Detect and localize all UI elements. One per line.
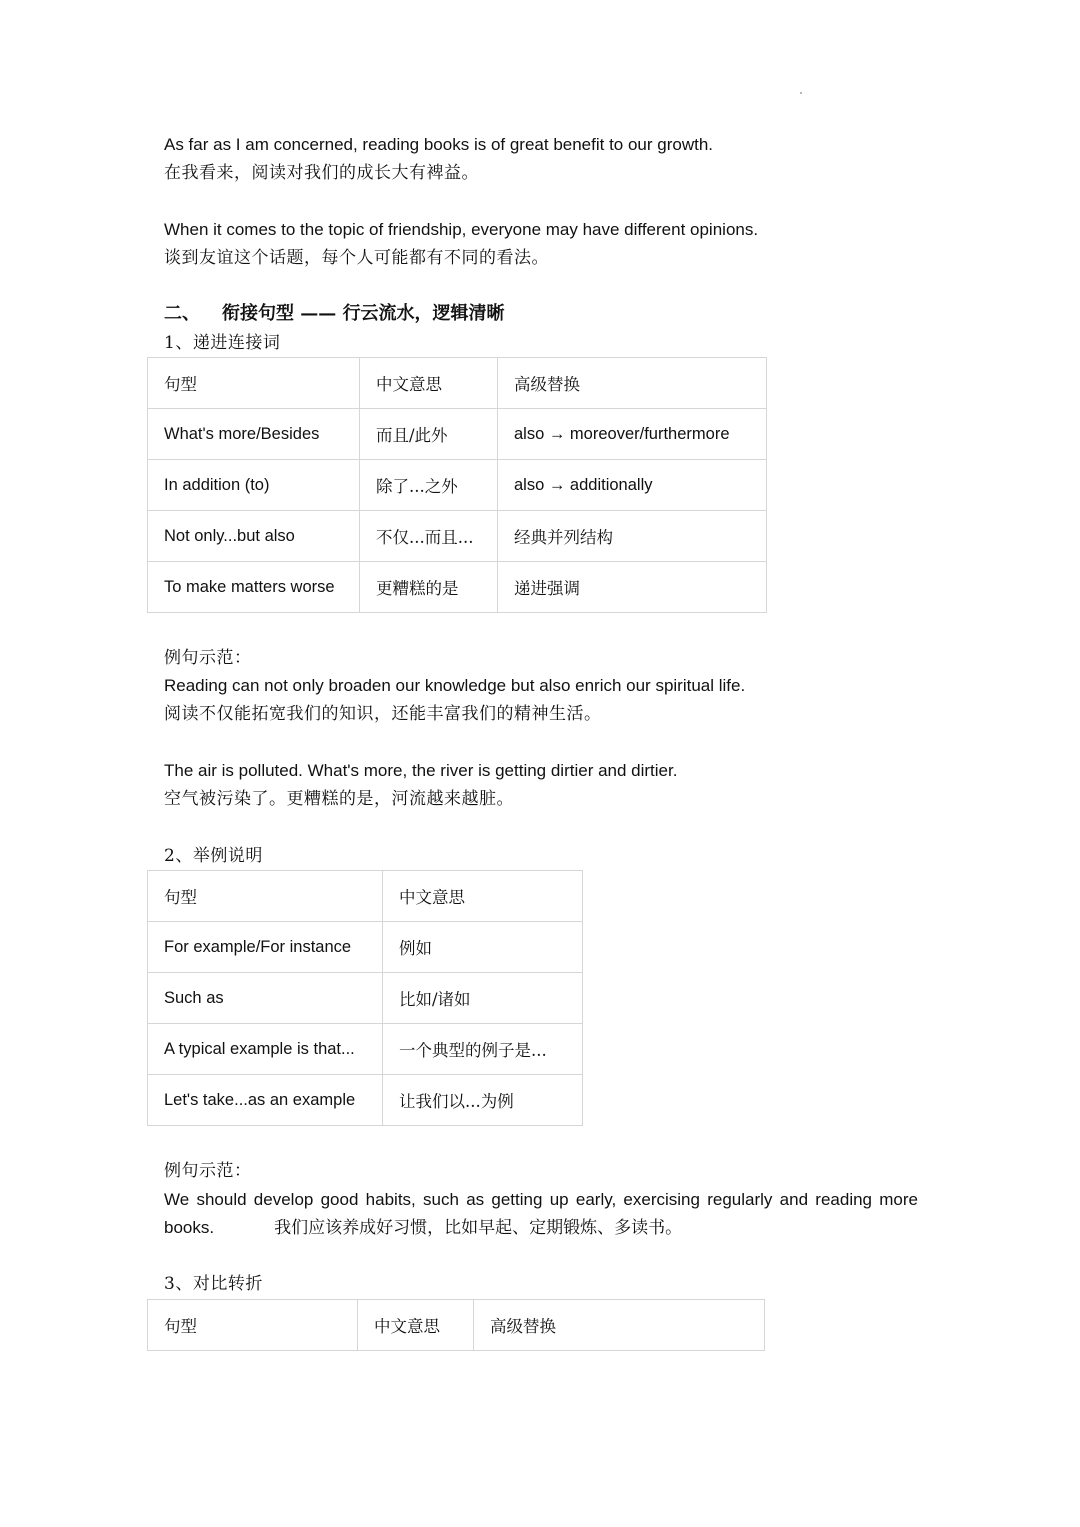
progressive-example-1-cn: 阅读不仅能拓宽我们的知识，还能丰富我们的精神生活。 (164, 704, 602, 724)
header-pattern: 句型 (148, 358, 360, 409)
table-row (148, 562, 767, 613)
table-row (148, 511, 767, 562)
examples-label: 例句示范： (164, 1161, 252, 1181)
section-number: 二、 (164, 303, 200, 324)
section-dash: —— (300, 303, 337, 324)
meaning-cell: 比如/诸如 (383, 973, 583, 1024)
intro-sentence-2-en: When it comes to the topic of friendship, everyone may have different opinions. (164, 220, 759, 239)
pattern-cell: Such as (148, 973, 383, 1024)
table-row (148, 973, 583, 1024)
meaning-cell: 除了...之外 (360, 460, 498, 511)
intro-sentence-1-en: As far as I am concerned, reading books is of great benefit to our growth. (164, 135, 714, 154)
table-header-row (148, 1300, 765, 1351)
table-row (148, 1075, 583, 1126)
meaning-cell: 让我们以...为例 (383, 1075, 583, 1126)
progressive-examples-label: 例句示范： (164, 648, 252, 668)
meaning-cell: 一个典型的例子是... (383, 1024, 583, 1075)
examples-sentence-cn: 我们应该养成好习惯，比如早起、定期锻炼、多读书。 (274, 1218, 683, 1238)
examples-table (147, 870, 583, 1126)
header-replacement: 高级替换 (474, 1300, 765, 1351)
replacement-cell: 递进强调 (498, 562, 767, 613)
intro-sentence-1-cn: 在我看来，阅读对我们的成长大有裨益。 (164, 163, 479, 183)
meaning-cell: 而且/此外 (360, 409, 498, 460)
table-row (148, 409, 767, 460)
pattern-cell: Not only...but also (148, 511, 360, 562)
header-meaning: 中文意思 (360, 358, 498, 409)
section-subtitle: 行云流水，逻辑清晰 (342, 303, 505, 324)
scan-dot (800, 92, 802, 94)
meaning-cell: 不仅...而且... (360, 511, 498, 562)
progressive-table (147, 357, 767, 613)
header-pattern: 句型 (148, 871, 383, 922)
table-row (148, 922, 583, 973)
header-pattern: 句型 (148, 1300, 358, 1351)
progressive-example-2-en: The air is polluted. What's more, the river is getting dirtier and dirtier. (164, 761, 678, 780)
pattern-cell: A typical example is that... (148, 1024, 383, 1075)
examples-heading: 2、举例说明 (164, 846, 263, 866)
header-meaning: 中文意思 (358, 1300, 474, 1351)
table-row (148, 1024, 583, 1075)
examples-sentence-en: We should develop good habits, such as getting up early, exercising regularly and reading more books. (164, 1190, 918, 1237)
meaning-cell: 更糟糕的是 (360, 562, 498, 613)
intro-sentence-2-cn: 谈到友谊这个话题，每个人可能都有不同的看法。 (164, 248, 549, 268)
progressive-heading: 1、递进连接词 (164, 333, 281, 353)
replacement-cell: also → moreover/furthermore (498, 409, 767, 460)
progressive-example-1-en: Reading can not only broaden our knowledge but also enrich our spiritual life. (164, 676, 746, 695)
header-replacement: 高级替换 (498, 358, 767, 409)
meaning-cell: 例如 (383, 922, 583, 973)
examples-sentence (164, 1186, 918, 1242)
replacement-cell: also → additionally (498, 460, 767, 511)
table-header-row (148, 358, 767, 409)
table-header-row (148, 871, 583, 922)
pattern-cell: In addition (to) (148, 460, 360, 511)
progressive-example-2-cn: 空气被污染了。更糟糕的是，河流越来越脏。 (164, 789, 514, 809)
contrast-table (147, 1299, 765, 1351)
pattern-cell: Let's take...as an example (148, 1075, 383, 1126)
header-meaning: 中文意思 (383, 871, 583, 922)
section-title: 衔接句型 (222, 303, 294, 324)
section-two-heading (164, 300, 505, 328)
pattern-cell: What's more/Besides (148, 409, 360, 460)
replacement-cell: 经典并列结构 (498, 511, 767, 562)
pattern-cell: For example/For instance (148, 922, 383, 973)
contrast-heading: 3、对比转折 (164, 1274, 263, 1294)
table-row (148, 460, 767, 511)
pattern-cell: To make matters worse (148, 562, 360, 613)
